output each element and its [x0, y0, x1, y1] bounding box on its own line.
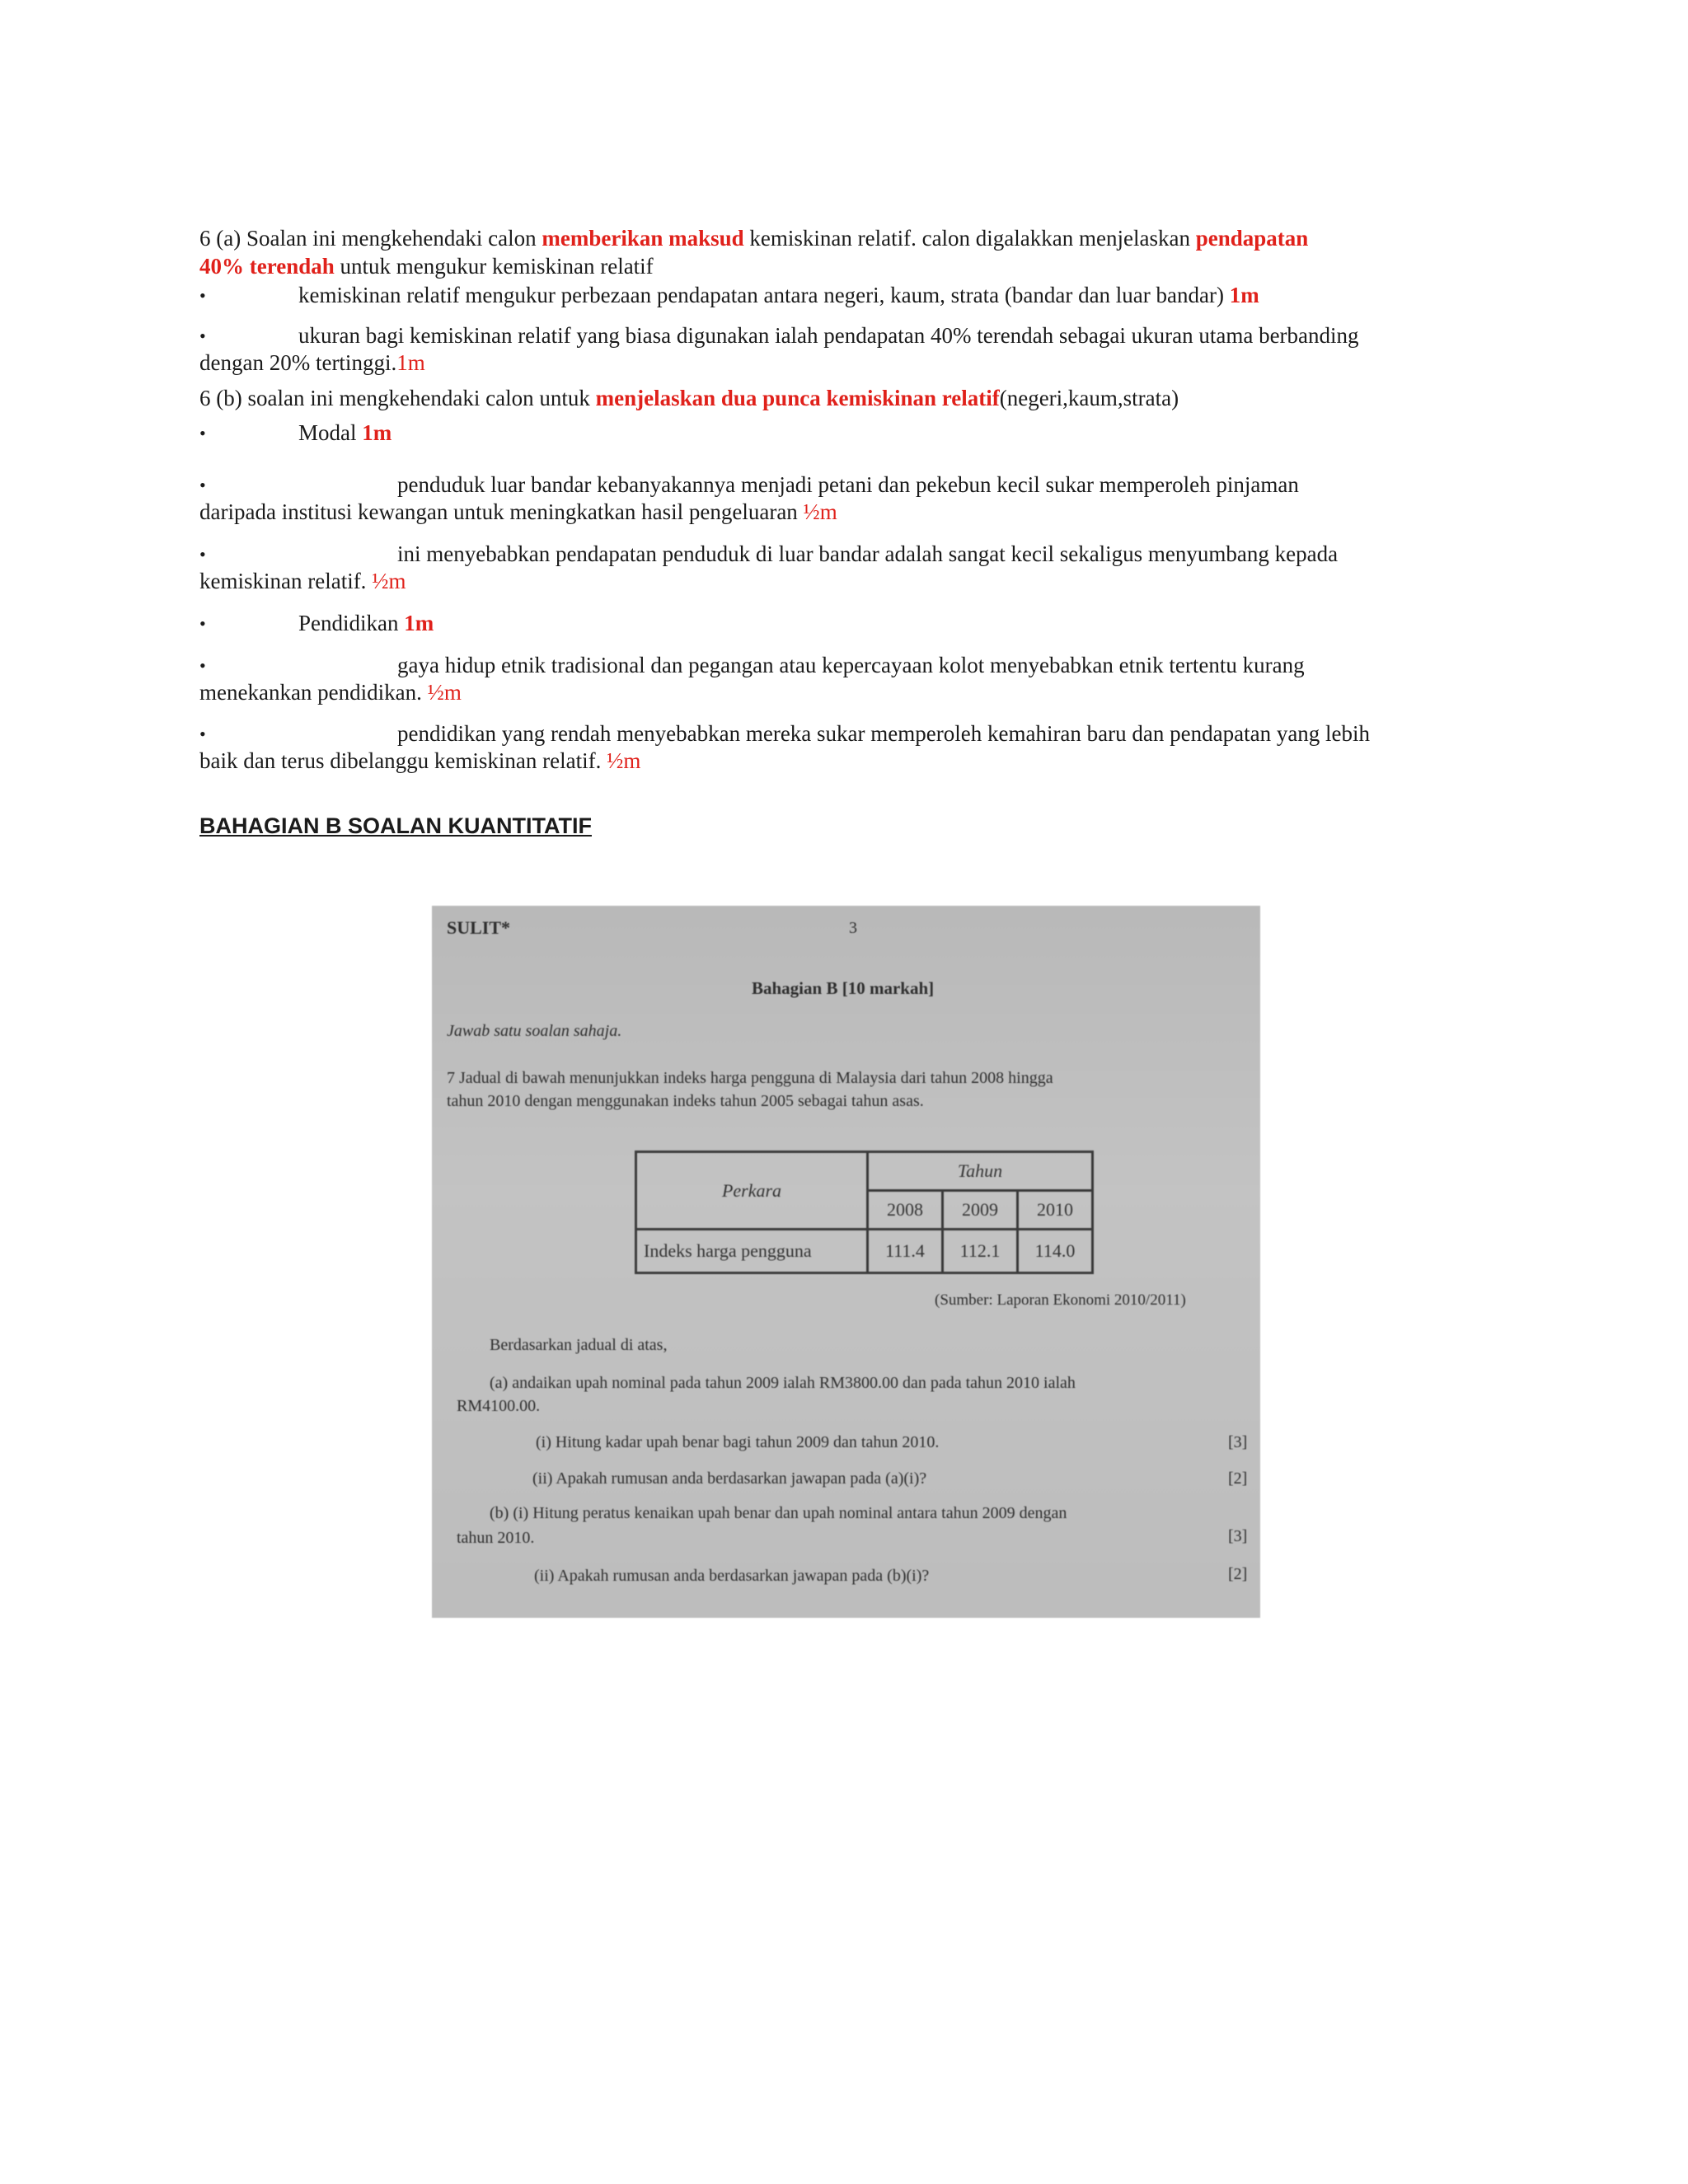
bullet-icon: • [199, 544, 206, 565]
q6a-highlight-2: pendapatan [1195, 226, 1309, 251]
bullet-icon: • [199, 724, 206, 744]
q6b-modal-point1-line1: penduduk luar bandar kebanyakannya menjadi petani dan pekebun kecil sukar memperoleh pinjaman [397, 472, 1299, 497]
q7-line2: tahun 2010 dengan menggunakan indeks tahun 2005 sebagai tahun asas. [447, 1092, 924, 1110]
q6b-pend-point2-line1: pendidikan yang rendah menyebabkan mereka sukar memperoleh kemahiran baru dan pendapatan yang lebih [397, 721, 1371, 746]
part-b-line1: (b) (i) Hitung peratus kenaikan upah benar dan upah nominal antara tahun 2009 dengan [490, 1504, 1067, 1522]
table-header-perkara: Perkara [636, 1152, 868, 1230]
part-b-ii-mark: [2] [1228, 1565, 1248, 1583]
q6b-pendidikan [298, 610, 434, 637]
table-cell: 114.0 [1018, 1230, 1093, 1273]
mark-label: 1m [396, 350, 425, 375]
table-header-tahun: Tahun [868, 1152, 1093, 1191]
q6b-pend-point2-text: baik dan terus dibelanggu kemiskinan relatif. [199, 748, 607, 773]
table-year: 2009 [943, 1191, 1018, 1230]
q6b-intro-text-2: (negeri,kaum,strata) [999, 386, 1179, 410]
mark-label: 1m [404, 611, 434, 635]
source-note: (Sumber: Laporan Ekonomi 2010/2011) [935, 1291, 1186, 1309]
table-row-label: Indeks harga pengguna [636, 1230, 868, 1273]
q6a-intro [199, 225, 1308, 252]
q6b-modal-point1-line2 [199, 499, 837, 526]
q6b-modal-point2-line1: ini menyebabkan pendapatan penduduk di luar bandar adalah sangat kecil sekaligus menyumbang kepada [397, 541, 1339, 566]
q6b-modal-point2-text: kemiskinan relatif. [199, 569, 373, 593]
part-a-i-mark: [3] [1228, 1433, 1248, 1451]
part-a-i: (i) Hitung kadar upah benar bagi tahun 2009 dan tahun 2010. [536, 1433, 940, 1451]
mark-label: ½m [607, 748, 641, 773]
bullet-icon: • [199, 475, 206, 495]
table-year: 2008 [868, 1191, 943, 1230]
q6a-bullet2-line2 [199, 349, 425, 377]
page-number: 3 [849, 919, 857, 937]
bullet-icon: • [199, 285, 206, 306]
q6a-intro-text: 6 (a) Soalan ini mengkehendaki calon [199, 226, 542, 251]
bullet-icon: • [199, 423, 206, 443]
q6a-bullet2-text: dengan 20% tertinggi. [199, 350, 397, 375]
part-a-ii-mark: [2] [1228, 1469, 1248, 1488]
answer-text [199, 225, 1485, 785]
q6b-pend-point1-line2 [199, 679, 462, 706]
bullet-icon: • [199, 613, 206, 634]
q6b-intro-text: 6 (b) soalan ini mengkehendaki calon untuk [199, 386, 596, 410]
q6b-intro [199, 385, 1179, 412]
bahagian-title: Bahagian B [10 markah] [752, 978, 935, 998]
part-b-line2: tahun 2010. [457, 1529, 535, 1547]
q6b-pend-point2-line2 [199, 748, 640, 775]
table-cell: 112.1 [943, 1230, 1018, 1273]
jawab-instruction: Jawab satu soalan sahaja. [447, 1022, 622, 1040]
q6a-bullet2-line1: ukuran bagi kemiskinan relatif yang biasa digunakan ialah pendapatan 40% terendah sebagai ukuran utama berbanding [298, 323, 1359, 348]
q6b-pend-point1-text: menekankan pendidikan. [199, 680, 428, 705]
berdasarkan-line: Berdasarkan jadual di atas, [490, 1336, 668, 1354]
mark-label: 1m [362, 420, 392, 445]
exam-question-photo [432, 906, 1260, 1618]
q7-line1: 7 Jadual di bawah menunjukkan indeks harga pengguna di Malaysia dari tahun 2008 hingga [447, 1069, 1053, 1087]
part-a-line2: RM4100.00. [457, 1397, 541, 1415]
mark-label: 1m [1229, 283, 1259, 307]
bullet-icon: • [199, 655, 206, 676]
q6b-modal-point2-line2 [199, 568, 406, 595]
mark-label: ½m [372, 569, 406, 593]
q6a-bullet1 [298, 282, 1259, 309]
q6a-highlight: memberikan maksud [542, 226, 744, 251]
part-a-ii: (ii) Apakah rumusan anda berdasarkan jawapan pada (a)(i)? [532, 1469, 927, 1488]
bullet-icon: • [199, 326, 206, 346]
q6a-line2 [199, 253, 654, 280]
q6b-pendidikan-text: Pendidikan [298, 611, 405, 635]
table-cell: 111.4 [868, 1230, 943, 1273]
section-heading: BAHAGIAN B SOALAN KUANTITATIF [199, 813, 592, 838]
q6a-line2-text: untuk mengukur kemiskinan relatif [334, 254, 654, 279]
q6b-modal-point1-text: daripada institusi kewangan untuk meningkatkan hasil pengeluaran [199, 499, 804, 524]
q6a-intro-text-2: kemiskinan relatif. calon digalakkan menjelaskan [743, 226, 1196, 251]
part-b-i-mark: [3] [1228, 1527, 1248, 1545]
table-year: 2010 [1018, 1191, 1093, 1230]
mark-label: ½m [803, 499, 837, 524]
q6b-modal-text: Modal [298, 420, 363, 445]
mark-label: ½m [427, 680, 462, 705]
q6b-modal [298, 419, 392, 447]
q6a-highlight-3: 40% terendah [199, 254, 335, 279]
q6b-highlight: menjelaskan dua punca kemiskinan relatif [595, 386, 1000, 410]
q6a-bullet1-text: kemiskinan relatif mengukur perbezaan pendapatan antara negeri, kaum, strata (bandar dan luar bandar) [298, 283, 1230, 307]
q6b-pend-point1-line1: gaya hidup etnik tradisional dan pegangan atau kepercayaan kolot menyebabkan etnik tertentu kurang [397, 653, 1305, 677]
part-a-line1: (a) andaikan upah nominal pada tahun 2009 ialah RM3800.00 dan pada tahun 2010 ialah [490, 1374, 1076, 1392]
cpi-table [635, 1151, 1094, 1274]
part-b-ii: (ii) Apakah rumusan anda berdasarkan jawapan pada (b)(i)? [534, 1567, 930, 1585]
sulit-label: SULIT* [447, 917, 511, 938]
